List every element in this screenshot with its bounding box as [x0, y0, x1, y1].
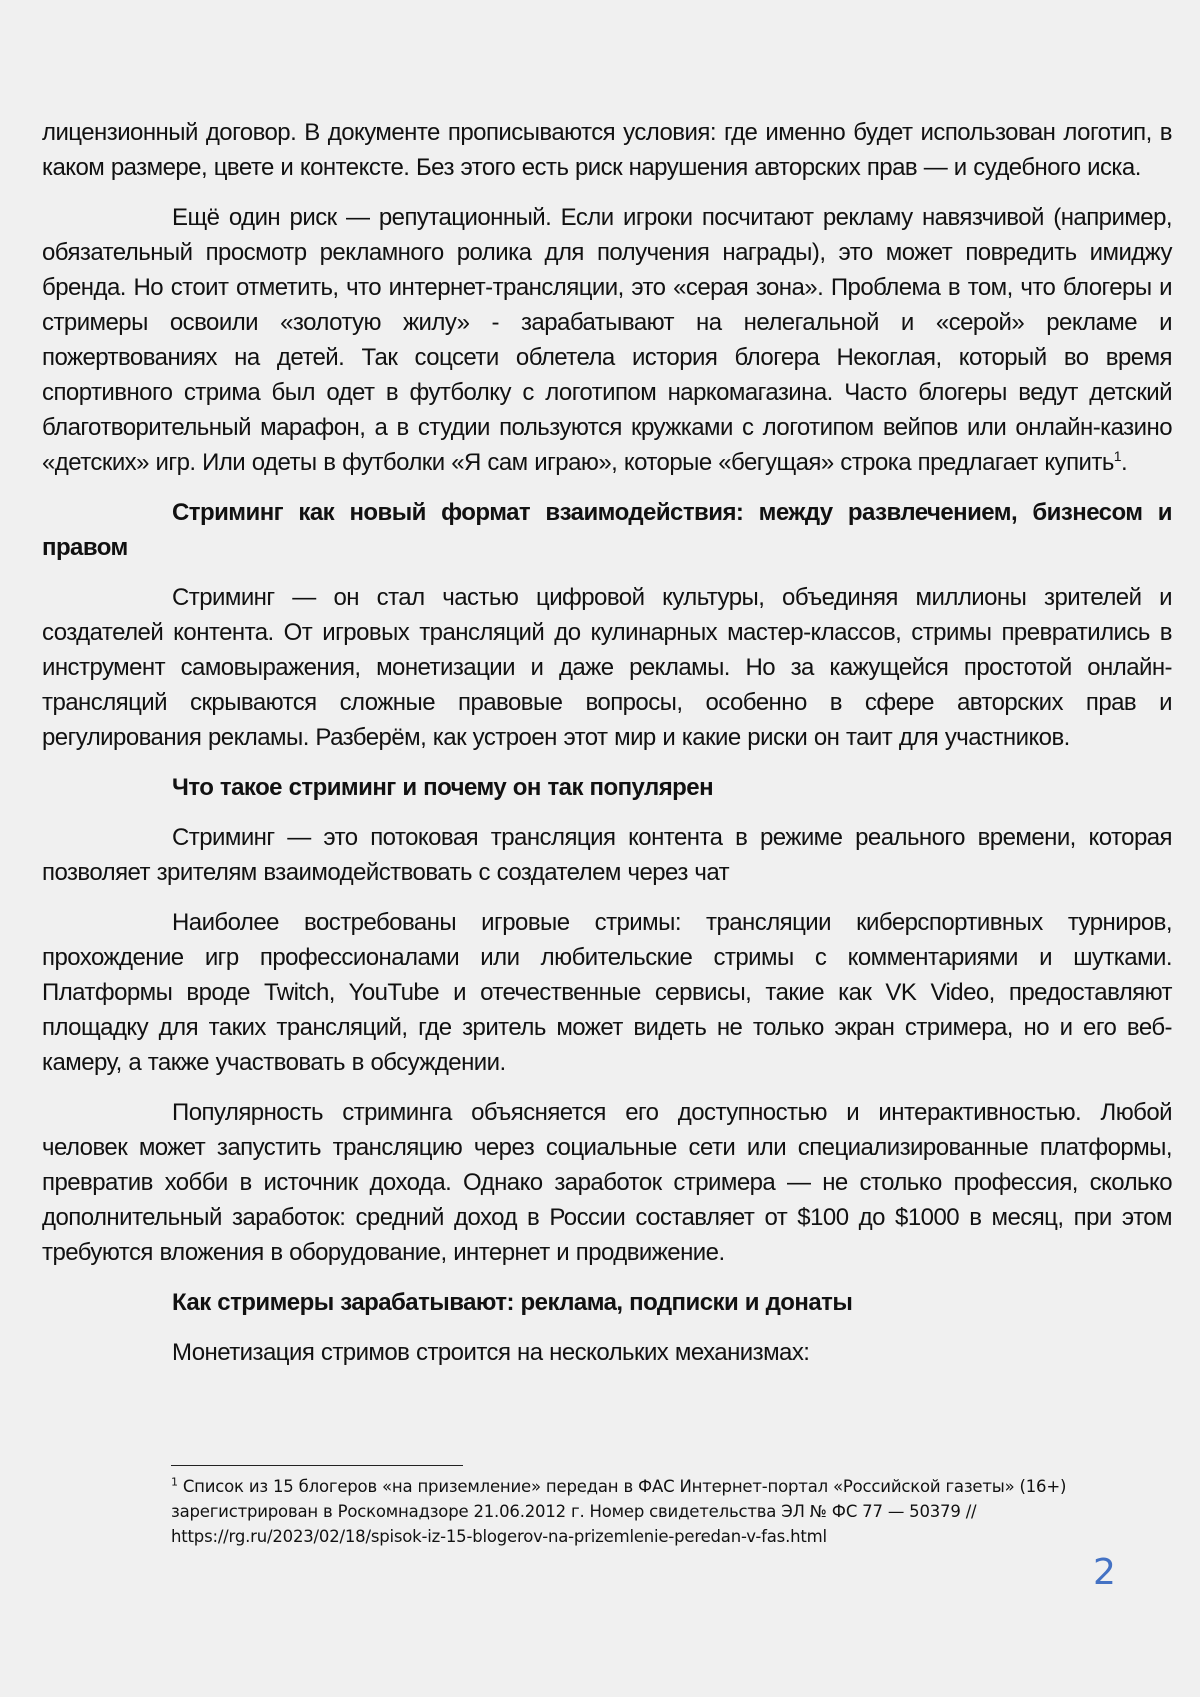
footnote-mark: 1 [171, 1475, 178, 1489]
paragraph-streaming-culture: Стриминг — он стал частью цифровой культуры, объединяя миллионы зрителей и создателей контента. От игровых трансляций до кулинарных мастер-классов, стримы превратились в инструмент самовыражения, монетизации и даже рекламы. Но за кажущейся простотой онлайн-трансляций скрываются сложные правовые вопросы, особенно в сфере авторских прав и регулирования рекламы. Разберём, как устроен этот мир и какие риски он таит для участников. [42, 584, 1172, 751]
footnote-url[interactable]: https://rg.ru/2023/02/18/spisok-iz-15-blogerov-na-prizemlenie-peredan-v-fas.html [171, 1527, 827, 1546]
heading-streaming-new-format: Стриминг как новый формат взаимодействия: между развлечением, бизнесом и правом [42, 499, 1172, 561]
page-number: 2 [1093, 1552, 1116, 1593]
footnote-reference[interactable]: 1 [1113, 448, 1122, 464]
footnote-line-2: зарегистрирован в Роскомнадзоре 21.06.2012 г. Номер свидетельства ЭЛ № ФС 77 — 50379 // [171, 1502, 977, 1521]
paragraph-streaming-popularity: Популярность стриминга объясняется его доступностью и интерактивностью. Любой человек может запустить трансляцию через социальные сети или специализированные платформы, превратив хобби в источник дохода. Однако заработок стримера — не столько профессия, сколько дополнительный заработок: средний доход в России составляет от $100 до $1000 в месяц, при этом требуются вложения в оборудование, интернет и продвижение. [42, 1099, 1172, 1266]
document-body [42, 115, 1172, 1385]
paragraph-reputation-risk-text: Ещё один риск — репутационный. Если игроки посчитают рекламу навязчивой (например, обязательный просмотр рекламного ролика для получения награды), это может повредить имиджу бренда. Но стоит отметить, что интернет-трансляции, это «серая зона». Проблема в том, что блогеры и стримеры освоили «золотую жилу» - зарабатывают на нелегальной и «серой» рекламе и пожертвованиях на детей. Так соцсети облетела история блогера Некоглая, который во время спортивного стрима был одет в футболку с логотипом наркомагазина. Часто блогеры ведут детский благотворительный марафон, а в студии пользуются кружками с логотипом вейпов или онлайн-казино «детских» игр. Или одеты в футболки «Я сам играю», которые «бегущая» строка предлагает купить [42, 204, 1172, 476]
heading-how-streamers-earn: Как стримеры зарабатывают: реклама, подписки и донаты [172, 1289, 853, 1316]
footnote-separator [171, 1465, 463, 1466]
paragraph-reputation-risk [42, 200, 1172, 480]
footnote-text-1: Список из 15 блогеров «на приземление» передан в ФАС Интернет-портал «Российской газеты» (16+) [182, 1477, 1067, 1496]
paragraph-game-streams: Наиболее востребованы игровые стримы: трансляции киберспортивных турниров, прохождение игр профессионалами или любительские стримы с комментариями и шутками. Платформы вроде Twitch, YouTube и отечественные сервисы, такие как VK Video, предоставляют площадку для таких трансляций, где зритель может видеть не только экран стримера, но и его веб-камеру, а также участвовать в обсуждении. [42, 909, 1172, 1076]
footnote [171, 1474, 1131, 1549]
footnote-line-1 [171, 1474, 1131, 1499]
paragraph-license-agreement: лицензионный договор. В документе прописываются условия: где именно будет использован логотип, в каком размере, цвете и контексте. Без этого есть риск нарушения авторских прав — и судебного иска. [42, 119, 1172, 181]
paragraph-streaming-definition: Стриминг — это потоковая трансляция контента в режиме реального времени, которая позволяет зрителям взаимодействовать с создателем через чат [42, 824, 1172, 886]
heading-what-is-streaming: Что такое стриминг и почему он так популярен [172, 774, 714, 801]
paragraph-monetization-intro: Монетизация стримов строится на нескольких механизмах: [172, 1339, 810, 1366]
paragraph-reputation-risk-end: . [1121, 449, 1128, 476]
